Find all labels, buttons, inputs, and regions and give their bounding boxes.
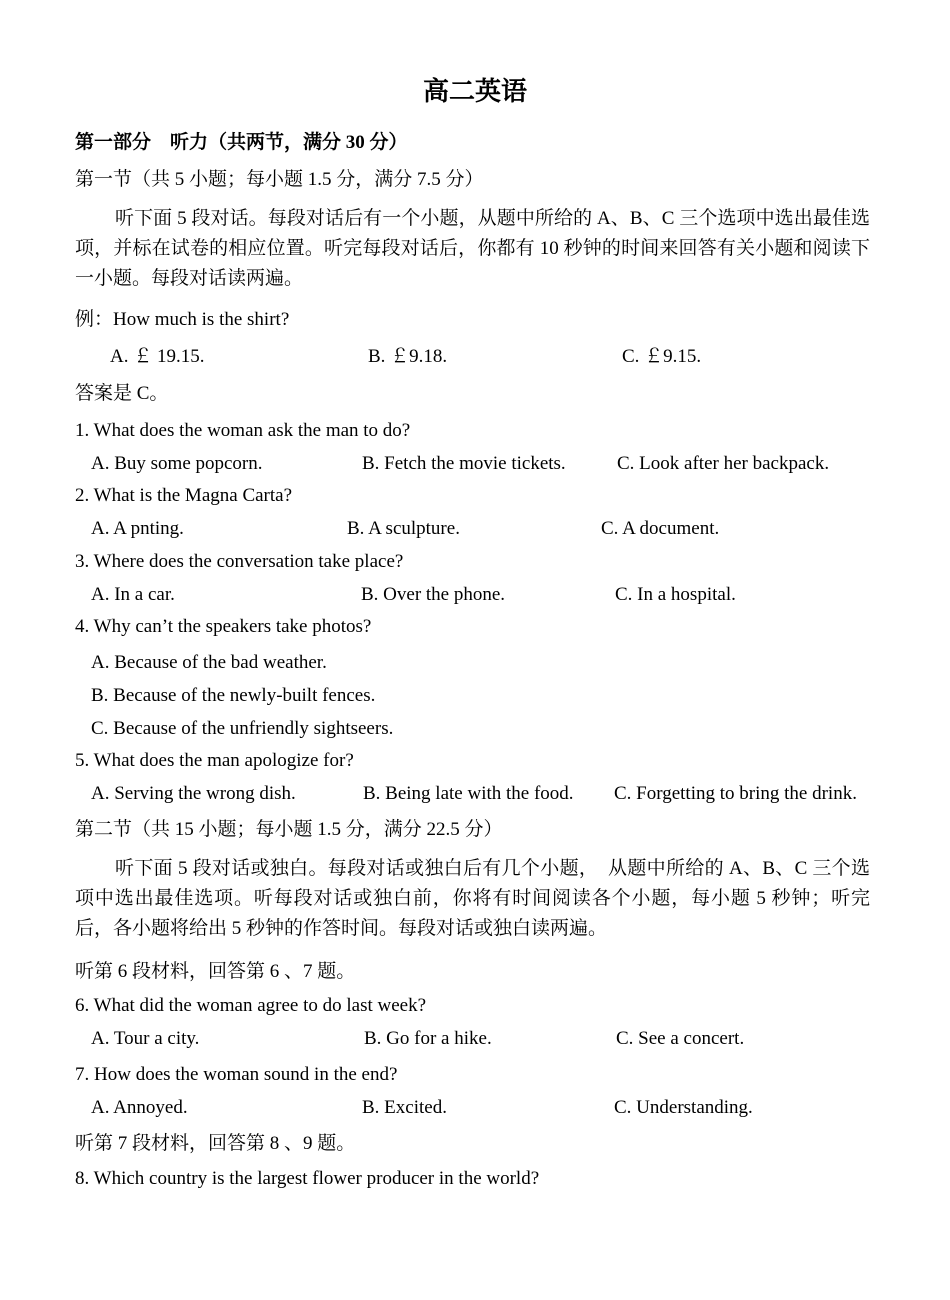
q1-option-c: C. Look after her backpack. <box>617 453 830 474</box>
section2-instructions: 听下面 5 段对话或独白。每段对话或独白后有几个小题， 从题中所给的 A、B、C 三个选项中选出最佳选项。听每段对话或独白前，你将有时间阅读各个小题，每小题 5 秒钟；听完后，各小题将给出 5 秒钟的作答时间。每段对话或独白读两遍。 <box>75 858 870 939</box>
example-question: 例：How much is the shirt? <box>75 309 290 330</box>
material-7-note: 听第 7 段材料，回答第 8 、9 题。 <box>75 1133 356 1154</box>
example-option-a: A. ￡ 19.15. <box>110 346 205 367</box>
section1-heading: 第一节（共 5 小题；每小题 1.5 分，满分 7.5 分） <box>75 169 484 190</box>
q4-option-c: C. Because of the unfriendly sightseers. <box>91 718 394 739</box>
q4-option-b: B. Because of the newly-built fences. <box>91 685 376 706</box>
part1-heading: 第一部分 听力（共两节，满分 30 分） <box>75 132 408 153</box>
q5-option-c: C. Forgetting to bring the drink. <box>614 783 857 804</box>
question-7: 7. How does the woman sound in the end? <box>75 1064 398 1085</box>
q3-option-a: A. In a car. <box>91 584 175 605</box>
question-6: 6. What did the woman agree to do last week? <box>75 995 427 1016</box>
question-8: 8. Which country is the largest flower producer in the world? <box>75 1168 540 1189</box>
q5-option-a: A. Serving the wrong dish. <box>91 783 296 804</box>
q1-option-a: A. Buy some popcorn. <box>91 453 263 474</box>
q1-option-b: B. Fetch the movie tickets. <box>362 453 566 474</box>
q2-option-c: C. A document. <box>601 518 720 539</box>
q3-option-b: B. Over the phone. <box>361 584 506 605</box>
question-1: 1. What does the woman ask the man to do? <box>75 420 411 441</box>
q6-option-b: B. Go for a hike. <box>364 1028 492 1049</box>
q7-option-a: A. Annoyed. <box>91 1097 188 1118</box>
example-option-c: C. ￡9.15. <box>622 346 702 367</box>
q4-option-a: A. Because of the bad weather. <box>91 652 327 673</box>
question-2: 2. What is the Magna Carta? <box>75 485 293 506</box>
page-title: 高二英语 <box>422 77 527 107</box>
q7-option-c: C. Understanding. <box>614 1097 753 1118</box>
q2-option-b: B. A sculpture. <box>347 518 460 539</box>
section1-instructions: 听下面 5 段对话。每段对话后有一个小题，从题中所给的 A、B、C 三个选项中选出最佳选项，并标在试卷的相应位置。听完每段对话后，你都有 10 秒钟的时间来回答有关小题和阅读下一小题。每段对话读两遍。 <box>75 208 870 289</box>
question-3: 3. Where does the conversation take place? <box>75 551 404 572</box>
question-4: 4. Why can’t the speakers take photos? <box>75 616 372 637</box>
question-5: 5. What does the man apologize for? <box>75 750 354 771</box>
section2-heading: 第二节（共 15 小题；每小题 1.5 分，满分 22.5 分） <box>75 819 503 840</box>
example-option-b: B. ￡9.18. <box>368 346 448 367</box>
q5-option-b: B. Being late with the food. <box>363 783 574 804</box>
example-answer: 答案是 C。 <box>75 383 169 404</box>
q6-option-a: A. Tour a city. <box>91 1028 200 1049</box>
q2-option-a: A. A pnting. <box>91 518 184 539</box>
material-6-note: 听第 6 段材料，回答第 6 、7 题。 <box>75 961 356 982</box>
q6-option-c: C. See a concert. <box>616 1028 745 1049</box>
q7-option-b: B. Excited. <box>362 1097 447 1118</box>
q3-option-c: C. In a hospital. <box>615 584 736 605</box>
